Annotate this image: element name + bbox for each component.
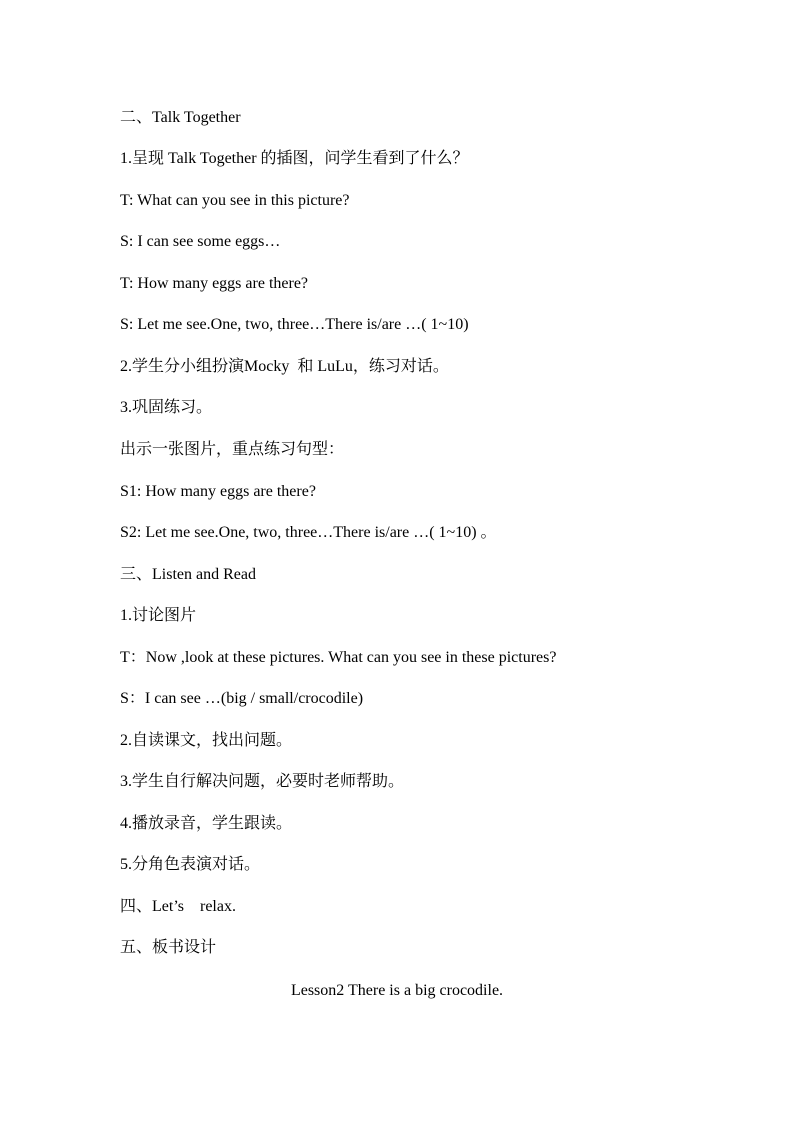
text-line: 3.巩固练习。 — [120, 399, 213, 416]
text-line: S：I can see …(big / small/crocodile) — [120, 690, 364, 707]
text-line: 1.呈现 Talk Together 的插图，问学生看到了什么？ — [120, 150, 469, 167]
text-line: S: Let me see.One, two, three…There is/are …( 1~10) — [120, 316, 469, 333]
section-heading-board-design: 五、板书设计 — [120, 939, 217, 956]
section-heading-lets-relax: 四、Let’s relax. — [120, 898, 236, 915]
text-line: S1: How many eggs are there? — [120, 483, 316, 500]
text-line: 5.分角色表演对话。 — [120, 856, 261, 873]
text-line: T: How many eggs are there? — [120, 275, 309, 292]
board-title: Lesson2 There is a big crocodile. — [290, 982, 504, 999]
text-line: T：Now ,look at these pictures. What can you see in these pictures? — [120, 649, 557, 666]
section-heading-talk-together: 二、Talk Together — [120, 109, 241, 126]
text-line: 1.讨论图片 — [120, 607, 197, 624]
text-line: 2.学生分小组扮演Mocky 和 LuLu，练习对话。 — [120, 358, 449, 375]
text-line: S: I can see some eggs… — [120, 233, 281, 250]
text-line: 4.播放录音，学生跟读。 — [120, 815, 293, 832]
text-line: T: What can you see in this picture? — [120, 192, 350, 209]
text-line: 出示一张图片，重点练习句型： — [120, 441, 345, 458]
text-line: 3.学生自行解决问题，必要时老师帮助。 — [120, 773, 405, 790]
text-line: S2: Let me see.One, two, three…There is/are …( 1~10) 。 — [120, 524, 497, 541]
section-heading-listen-and-read: 三、Listen and Read — [120, 566, 256, 583]
text-line: 2.自读课文，找出问题。 — [120, 732, 293, 749]
